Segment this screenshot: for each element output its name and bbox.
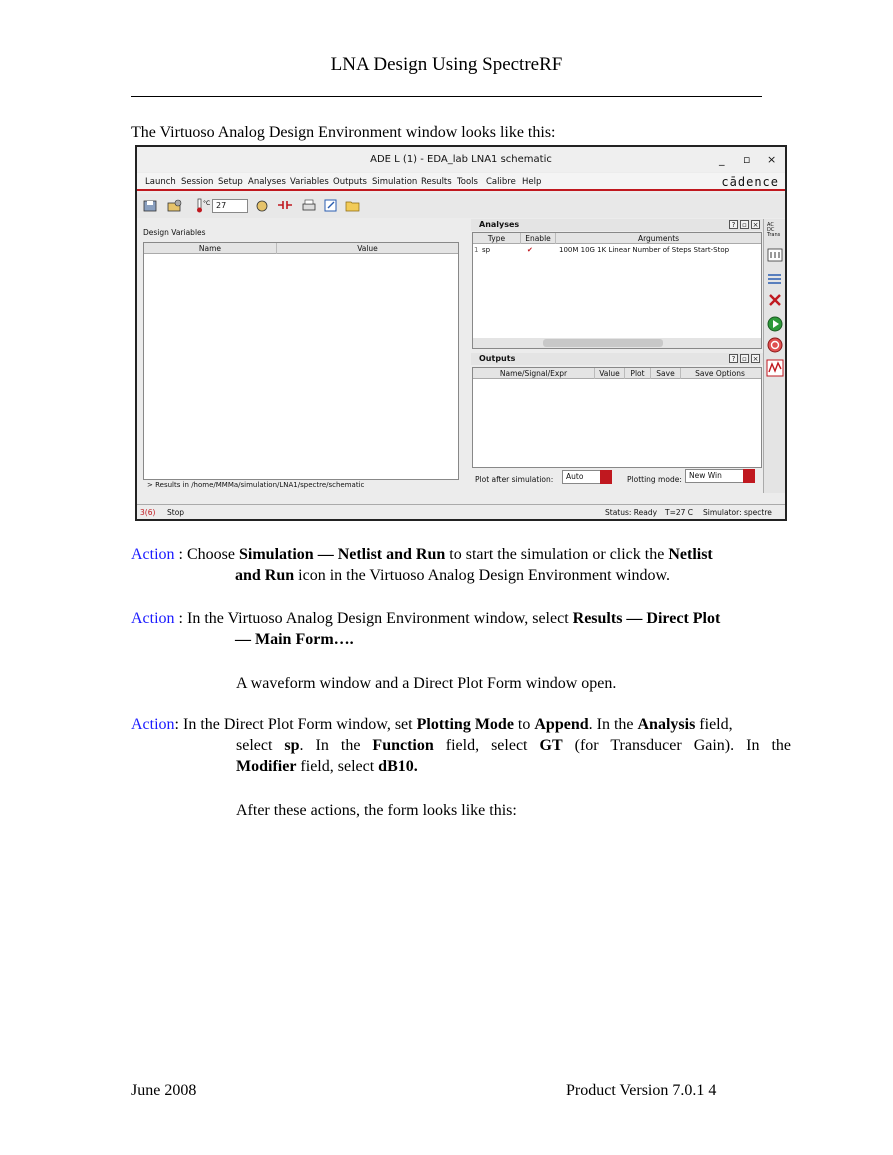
action-paragraph-3: Action: In the Direct Plot Form window, set Plotting Mode to Append. In the Analysis field, select sp. In the Function field, select GT (for Transducer Gain). In the Modifier field, select dB10. bbox=[131, 716, 792, 775]
menu-calibre[interactable]: Calibre bbox=[486, 177, 516, 187]
save-state-icon[interactable] bbox=[143, 198, 159, 213]
analyses-table[interactable] bbox=[472, 232, 762, 349]
stop-simulation-icon[interactable] bbox=[766, 336, 784, 354]
column-name[interactable]: Name bbox=[144, 243, 277, 254]
note-waveform-open: A waveform window and a Direct Plot Form window open. bbox=[236, 675, 617, 692]
action-label: Action bbox=[131, 610, 175, 627]
menu-outputs[interactable]: Outputs bbox=[333, 177, 367, 187]
outputs-help-icon[interactable]: ? bbox=[729, 354, 738, 363]
design-variable-icon[interactable] bbox=[254, 198, 270, 213]
outputs-float-icon[interactable]: ▫ bbox=[740, 354, 749, 363]
menu-session[interactable]: Session bbox=[181, 177, 214, 187]
menu-help[interactable]: Help bbox=[522, 177, 542, 187]
choose-analyses-icon[interactable] bbox=[766, 247, 784, 263]
column-save-options[interactable]: Save Options bbox=[695, 369, 745, 378]
status-action: Stop bbox=[167, 508, 185, 517]
design-variables-title: Design Variables bbox=[143, 228, 206, 237]
close-button[interactable]: × bbox=[767, 153, 777, 166]
analyses-title: Analyses bbox=[479, 220, 520, 229]
table-row[interactable] bbox=[473, 244, 761, 256]
plot-after-simulation-label: Plot after simulation: bbox=[475, 475, 554, 484]
analyses-help-icon[interactable]: ? bbox=[729, 220, 738, 229]
action-paragraph-1: Action : Choose Simulation — Netlist and Run to start the simulation or click the Netlist and Run icon in the Virtuoso Analog Design Environment window. bbox=[131, 546, 713, 584]
open-folder-icon[interactable] bbox=[345, 198, 361, 213]
setup-outputs-icon[interactable] bbox=[766, 271, 784, 287]
action-paragraph-2: Action : In the Virtuoso Analog Design Environment window, select Results — Direct Plot — Main Form…. bbox=[131, 610, 721, 648]
horizontal-scrollbar[interactable] bbox=[473, 338, 761, 348]
results-path: > Results in /home/MMMa/simulation/LNA1/spectre/schematic bbox=[147, 481, 365, 489]
scrollbar-thumb[interactable] bbox=[543, 339, 663, 347]
plot-after-simulation-select[interactable]: Auto bbox=[562, 470, 602, 484]
cadence-logo: cādence bbox=[721, 175, 779, 189]
outputs-close-icon[interactable]: × bbox=[752, 355, 759, 363]
plot-outputs-icon[interactable] bbox=[766, 359, 784, 377]
minimize-button[interactable]: _ bbox=[719, 153, 725, 166]
menu-tools[interactable]: Tools bbox=[457, 177, 478, 187]
outputs-table[interactable] bbox=[472, 367, 762, 468]
radio-dc[interactable]: DC bbox=[767, 227, 775, 233]
maximize-button[interactable]: ▫ bbox=[743, 153, 751, 166]
column-value[interactable]: Value bbox=[357, 244, 378, 253]
row-index: 1 bbox=[474, 246, 479, 254]
column-type[interactable]: Type bbox=[473, 233, 521, 244]
row-type: sp bbox=[482, 246, 491, 254]
action-label: Action bbox=[131, 716, 175, 733]
column-enable[interactable]: Enable bbox=[521, 233, 556, 244]
menu-analyses[interactable]: Analyses bbox=[248, 177, 286, 187]
column-arguments[interactable]: Arguments bbox=[637, 234, 680, 243]
delete-icon[interactable] bbox=[767, 293, 783, 307]
status-temperature: T=27 C bbox=[665, 508, 694, 517]
enable-checkbox[interactable]: ✔ bbox=[527, 246, 533, 254]
menubar bbox=[137, 173, 785, 191]
analyses-float-icon[interactable]: ▫ bbox=[740, 220, 749, 229]
ade-window bbox=[135, 145, 787, 521]
intro-text: The Virtuoso Analog Design Environment window looks like this: bbox=[131, 124, 556, 141]
menu-setup[interactable]: Setup bbox=[218, 177, 243, 187]
column-name-signal-expr[interactable]: Name/Signal/Expr bbox=[473, 368, 595, 379]
column-plot[interactable]: Plot bbox=[625, 368, 651, 379]
menu-results[interactable]: Results bbox=[421, 177, 452, 187]
edit-icon[interactable] bbox=[323, 198, 339, 213]
footer-date: June 2008 bbox=[131, 1082, 197, 1099]
plotting-mode-label: Plotting mode: bbox=[627, 475, 682, 484]
chevron-down-icon[interactable] bbox=[600, 470, 612, 484]
page-header-title: LNA Design Using SpectreRF bbox=[330, 54, 563, 75]
action-label: Action bbox=[131, 546, 175, 563]
toolbar bbox=[137, 194, 785, 218]
analyses-close-icon[interactable]: × bbox=[752, 221, 759, 229]
right-toolbar bbox=[763, 219, 785, 493]
outputs-title: Outputs bbox=[479, 354, 516, 363]
load-state-icon[interactable] bbox=[167, 198, 183, 213]
menu-variables[interactable]: Variables bbox=[290, 177, 329, 187]
status-ready: Status: Ready bbox=[605, 508, 658, 517]
status-simulator: Simulator: spectre bbox=[703, 508, 772, 517]
header-rule bbox=[131, 96, 762, 97]
netlist-and-run-icon[interactable] bbox=[766, 315, 784, 333]
svg-text:°C: °C bbox=[203, 200, 211, 207]
temperature-icon bbox=[195, 198, 211, 213]
window-title: ADE L (1) - EDA_lab LNA1 schematic bbox=[370, 154, 552, 165]
menu-simulation[interactable]: Simulation bbox=[372, 177, 418, 187]
menu-launch[interactable]: Launch bbox=[145, 177, 176, 187]
print-icon[interactable] bbox=[301, 198, 317, 213]
radio-trans[interactable]: Trans bbox=[767, 232, 781, 238]
window-titlebar bbox=[137, 147, 785, 172]
radio-ac[interactable]: AC bbox=[767, 222, 774, 228]
design-variables-table[interactable] bbox=[143, 242, 459, 480]
setup-stimuli-icon[interactable] bbox=[277, 198, 293, 213]
plotting-mode-select[interactable]: New Win bbox=[685, 469, 745, 483]
column-value[interactable]: Value bbox=[595, 368, 625, 379]
temperature-input[interactable]: 27 bbox=[212, 199, 248, 213]
chevron-down-icon[interactable] bbox=[743, 469, 755, 483]
status-cell: 3(6) bbox=[140, 508, 156, 517]
column-save[interactable]: Save bbox=[651, 368, 681, 379]
note-form-looks: After these actions, the form looks like this: bbox=[236, 802, 517, 819]
footer-version: Product Version 7.0.1 4 bbox=[566, 1082, 717, 1099]
status-bar bbox=[137, 504, 785, 519]
row-arguments: 100M 10G 1K Linear Number of Steps Start-Stop bbox=[559, 246, 730, 254]
